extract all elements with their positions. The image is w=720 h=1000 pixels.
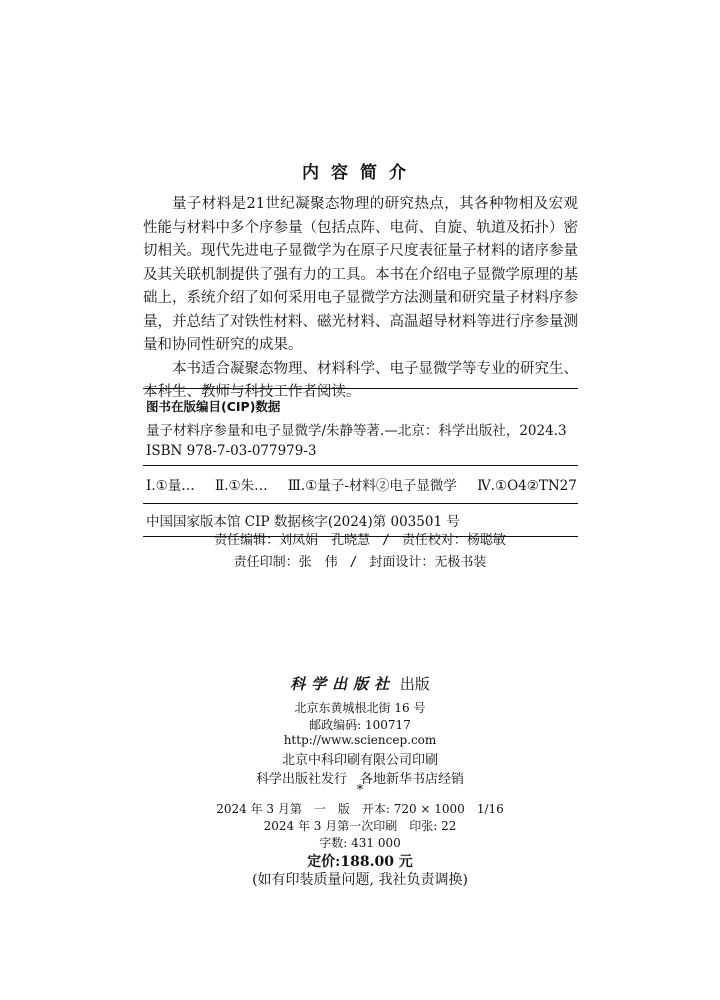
cip-class-item: Ⅲ.①量子-材料②电子显微学 xyxy=(287,478,457,494)
intro-body xyxy=(143,193,578,405)
price: 定价:188.00 元 xyxy=(307,854,413,870)
credits-line-production xyxy=(0,551,720,570)
cip-block xyxy=(143,388,578,537)
credits-line-editors xyxy=(0,529,720,548)
publisher-suffix: 出版 xyxy=(399,675,430,693)
distribution-line: 科学出版社发行 各地新华书店经销 xyxy=(255,772,464,787)
cip-classification xyxy=(143,466,578,499)
separator-asterisk: * xyxy=(356,783,364,798)
credit-slash: / xyxy=(349,555,358,570)
credit-cover-design: 封面设计：无极书装 xyxy=(369,555,487,570)
publisher-postcode: 邮政编码: 100717 xyxy=(309,718,411,732)
quality-notice: (如有印装质量问题, 我社负责调换) xyxy=(252,872,468,888)
credit-slash: / xyxy=(382,533,390,548)
publisher-website: http://www.sciencep.com xyxy=(283,733,437,747)
intro-paragraph: 本书适合凝聚态物理、材料科学、电子显微学等专业的研究生、本科生、教师与科技工作者阅读。 xyxy=(143,360,578,400)
credit-editor: 责任编辑：刘凤娟 孔晓慧 xyxy=(214,533,371,548)
cip-heading: 图书在版编目(CIP)数据 xyxy=(146,399,281,414)
cip-class-item: Ⅱ.①朱… xyxy=(215,478,268,494)
credit-printing: 责任印制：张 伟 xyxy=(233,555,338,570)
credit-proofreader: 责任校对：杨聪敏 xyxy=(401,533,506,548)
publisher-logo-text: 科学出版社 xyxy=(290,675,396,693)
cip-bibliographic: 量子材料序参量和电子显微学/朱静等著.—北京：科学出版社，2024.3 xyxy=(146,423,567,439)
intro-title: 内容简介 xyxy=(302,163,418,183)
intro-paragraph: 量子材料是21世纪凝聚态物理的研究热点，其各种物相及宏观性能与材料中多个序参量（包括点阵、电荷、自旋、轨道及拓扑）密切相关。现代先进电子显微学为在原子尺度表征量子材料的诸序参量及其关联机制提供了强有力的工具。本书在介绍电子显微学原理的基础上，系统介绍了如何采用电子显微学方法测量和研究量子材料序参量，并总结了对铁性材料、磁光材料、高温超导材料等进行序参量测量和协同性研究的成果。 xyxy=(143,196,578,353)
printer-line: 北京中科印刷有限公司印刷 xyxy=(281,753,438,768)
cip-record: 中国国家版本馆 CIP 数据核字(2024)第 003501 号 xyxy=(146,514,460,530)
cip-class-item: Ⅰ.①量… xyxy=(146,478,195,494)
printing-line: 2024 年 3 月第一次印刷 印张: 22 xyxy=(263,819,457,833)
edition-line: 2024 年 3 月第 一 版 开本: 720 × 1000 1/16 xyxy=(216,802,504,816)
cip-isbn: ISBN 978-7-03-077979-3 xyxy=(146,443,317,459)
publisher-address: 北京东黄城根北街 16 号 xyxy=(294,701,426,715)
word-count: 字数: 431 000 xyxy=(319,836,401,850)
cip-class-item: Ⅳ.①O4②TN27 xyxy=(477,478,577,494)
publisher-line xyxy=(0,673,720,694)
